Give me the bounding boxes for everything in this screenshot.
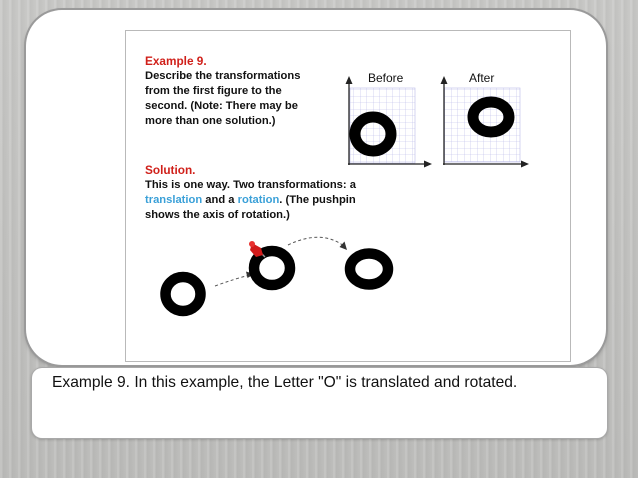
before-graph bbox=[346, 76, 433, 168]
solution-heading: Solution. bbox=[145, 163, 196, 177]
translated-letter-o bbox=[254, 251, 290, 285]
question-line-2: from the first figure to the bbox=[145, 85, 282, 97]
example-heading: Example 9. bbox=[145, 54, 207, 68]
after-y-arrow bbox=[441, 76, 448, 84]
before-y-arrow bbox=[346, 76, 353, 84]
caption-text: Example 9. In this example, the Letter "O" is translated and rotated. bbox=[52, 374, 518, 391]
grid-graphs bbox=[126, 31, 570, 361]
question-line-4: more than one solution.) bbox=[145, 115, 276, 127]
solution-line-3: shows the axis of rotation.) bbox=[145, 209, 290, 221]
question-line-1: Describe the transformations bbox=[145, 70, 301, 82]
question-line-3: second. (Note: There may be bbox=[145, 100, 298, 112]
before-label: Before bbox=[368, 71, 404, 85]
rotation-term: rotation bbox=[237, 194, 280, 206]
rotation-arrowhead bbox=[340, 242, 348, 251]
translation-term: translation bbox=[145, 194, 203, 206]
solution-illustration bbox=[166, 237, 389, 311]
translation-path bbox=[215, 275, 250, 286]
example-panel bbox=[125, 30, 571, 362]
slide-card bbox=[26, 10, 606, 365]
original-letter-o bbox=[166, 277, 201, 311]
after-x-arrow bbox=[521, 161, 529, 168]
rotation-path bbox=[288, 237, 344, 246]
before-x-arrow bbox=[424, 161, 432, 168]
solution-line-2-end: . (The pushpin bbox=[279, 194, 356, 206]
caption-box bbox=[32, 368, 607, 438]
rotated-letter-o bbox=[350, 254, 388, 285]
after-label: After bbox=[469, 71, 495, 85]
after-graph bbox=[441, 76, 530, 168]
solution-line-2-mid: and a bbox=[202, 194, 238, 206]
solution-line-1: This is one way. Two transformations: a bbox=[145, 179, 356, 191]
